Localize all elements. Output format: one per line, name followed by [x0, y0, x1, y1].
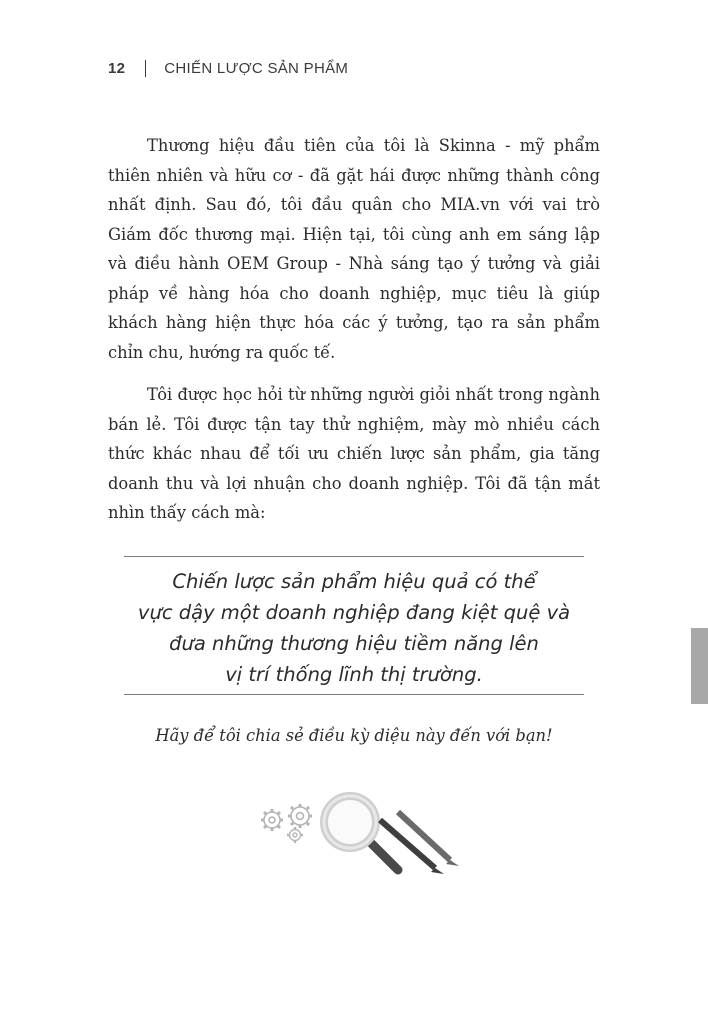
chapter-edge-tab [691, 628, 708, 704]
quote-line: đưa những thương hiệu tiềm năng lên [169, 632, 539, 655]
header-divider [145, 60, 146, 77]
quote-line: vị trí thống lĩnh thị trường. [225, 663, 483, 686]
quote-line: vực dậy một doanh nghiệp đang kiệt quệ và [137, 601, 571, 624]
paragraph: Tôi được học hỏi từ những người giỏi nhất trong ngành bán lẻ. Tôi được tận tay thử nghiệm, mày mò nhiều cách thức khác nhau để tối ưu chiến lược sản phẩm, gia tăng doanh thu và lợi nhuận cho doanh nghiệp. Tôi đã tận mắt nhìn thấy cách mà: [108, 385, 600, 522]
pencil-icon [398, 812, 459, 866]
quote-top-rule [124, 556, 584, 557]
quote-bottom-rule [124, 694, 584, 695]
gear-icon [287, 827, 303, 843]
paragraph: Thương hiệu đầu tiên của tôi là Skinna - mỹ phẩm thiên nhiên và hữu cơ - đã gặt hái được những thành công nhất định. Sau đó, tôi đầu quân cho MIA.vn với vai trò Giám đốc thương mại. Hiện tại, tôi cùng anh em sáng lập và điều hành OEM Group - Nhà sáng tạo ý tưởng và giải pháp về hàng hóa cho doanh nghiệp, mục tiêu là giúp khách hàng hiện thực hóa các ý tưởng, tạo ra sản phẩm chỉn chu, hướng ra quốc tế. [108, 136, 600, 362]
paragraph-2-block [108, 380, 600, 528]
page-number: 12 [108, 60, 126, 77]
illustration [250, 790, 470, 890]
gear-icon [288, 804, 312, 828]
running-header [108, 60, 348, 77]
magnifier-icon [324, 796, 398, 870]
quote-line: Chiến lược sản phẩm hiệu quả có thể [172, 570, 536, 593]
pull-quote [124, 566, 584, 690]
chapter-title: CHIẾN LƯỢC SẢN PHẨM [164, 60, 349, 77]
gear-icon [261, 809, 283, 831]
closing-line: Hãy để tôi chia sẻ điều kỳ diệu này đến với bạn! [155, 726, 553, 745]
paragraph-1-block [108, 131, 600, 367]
